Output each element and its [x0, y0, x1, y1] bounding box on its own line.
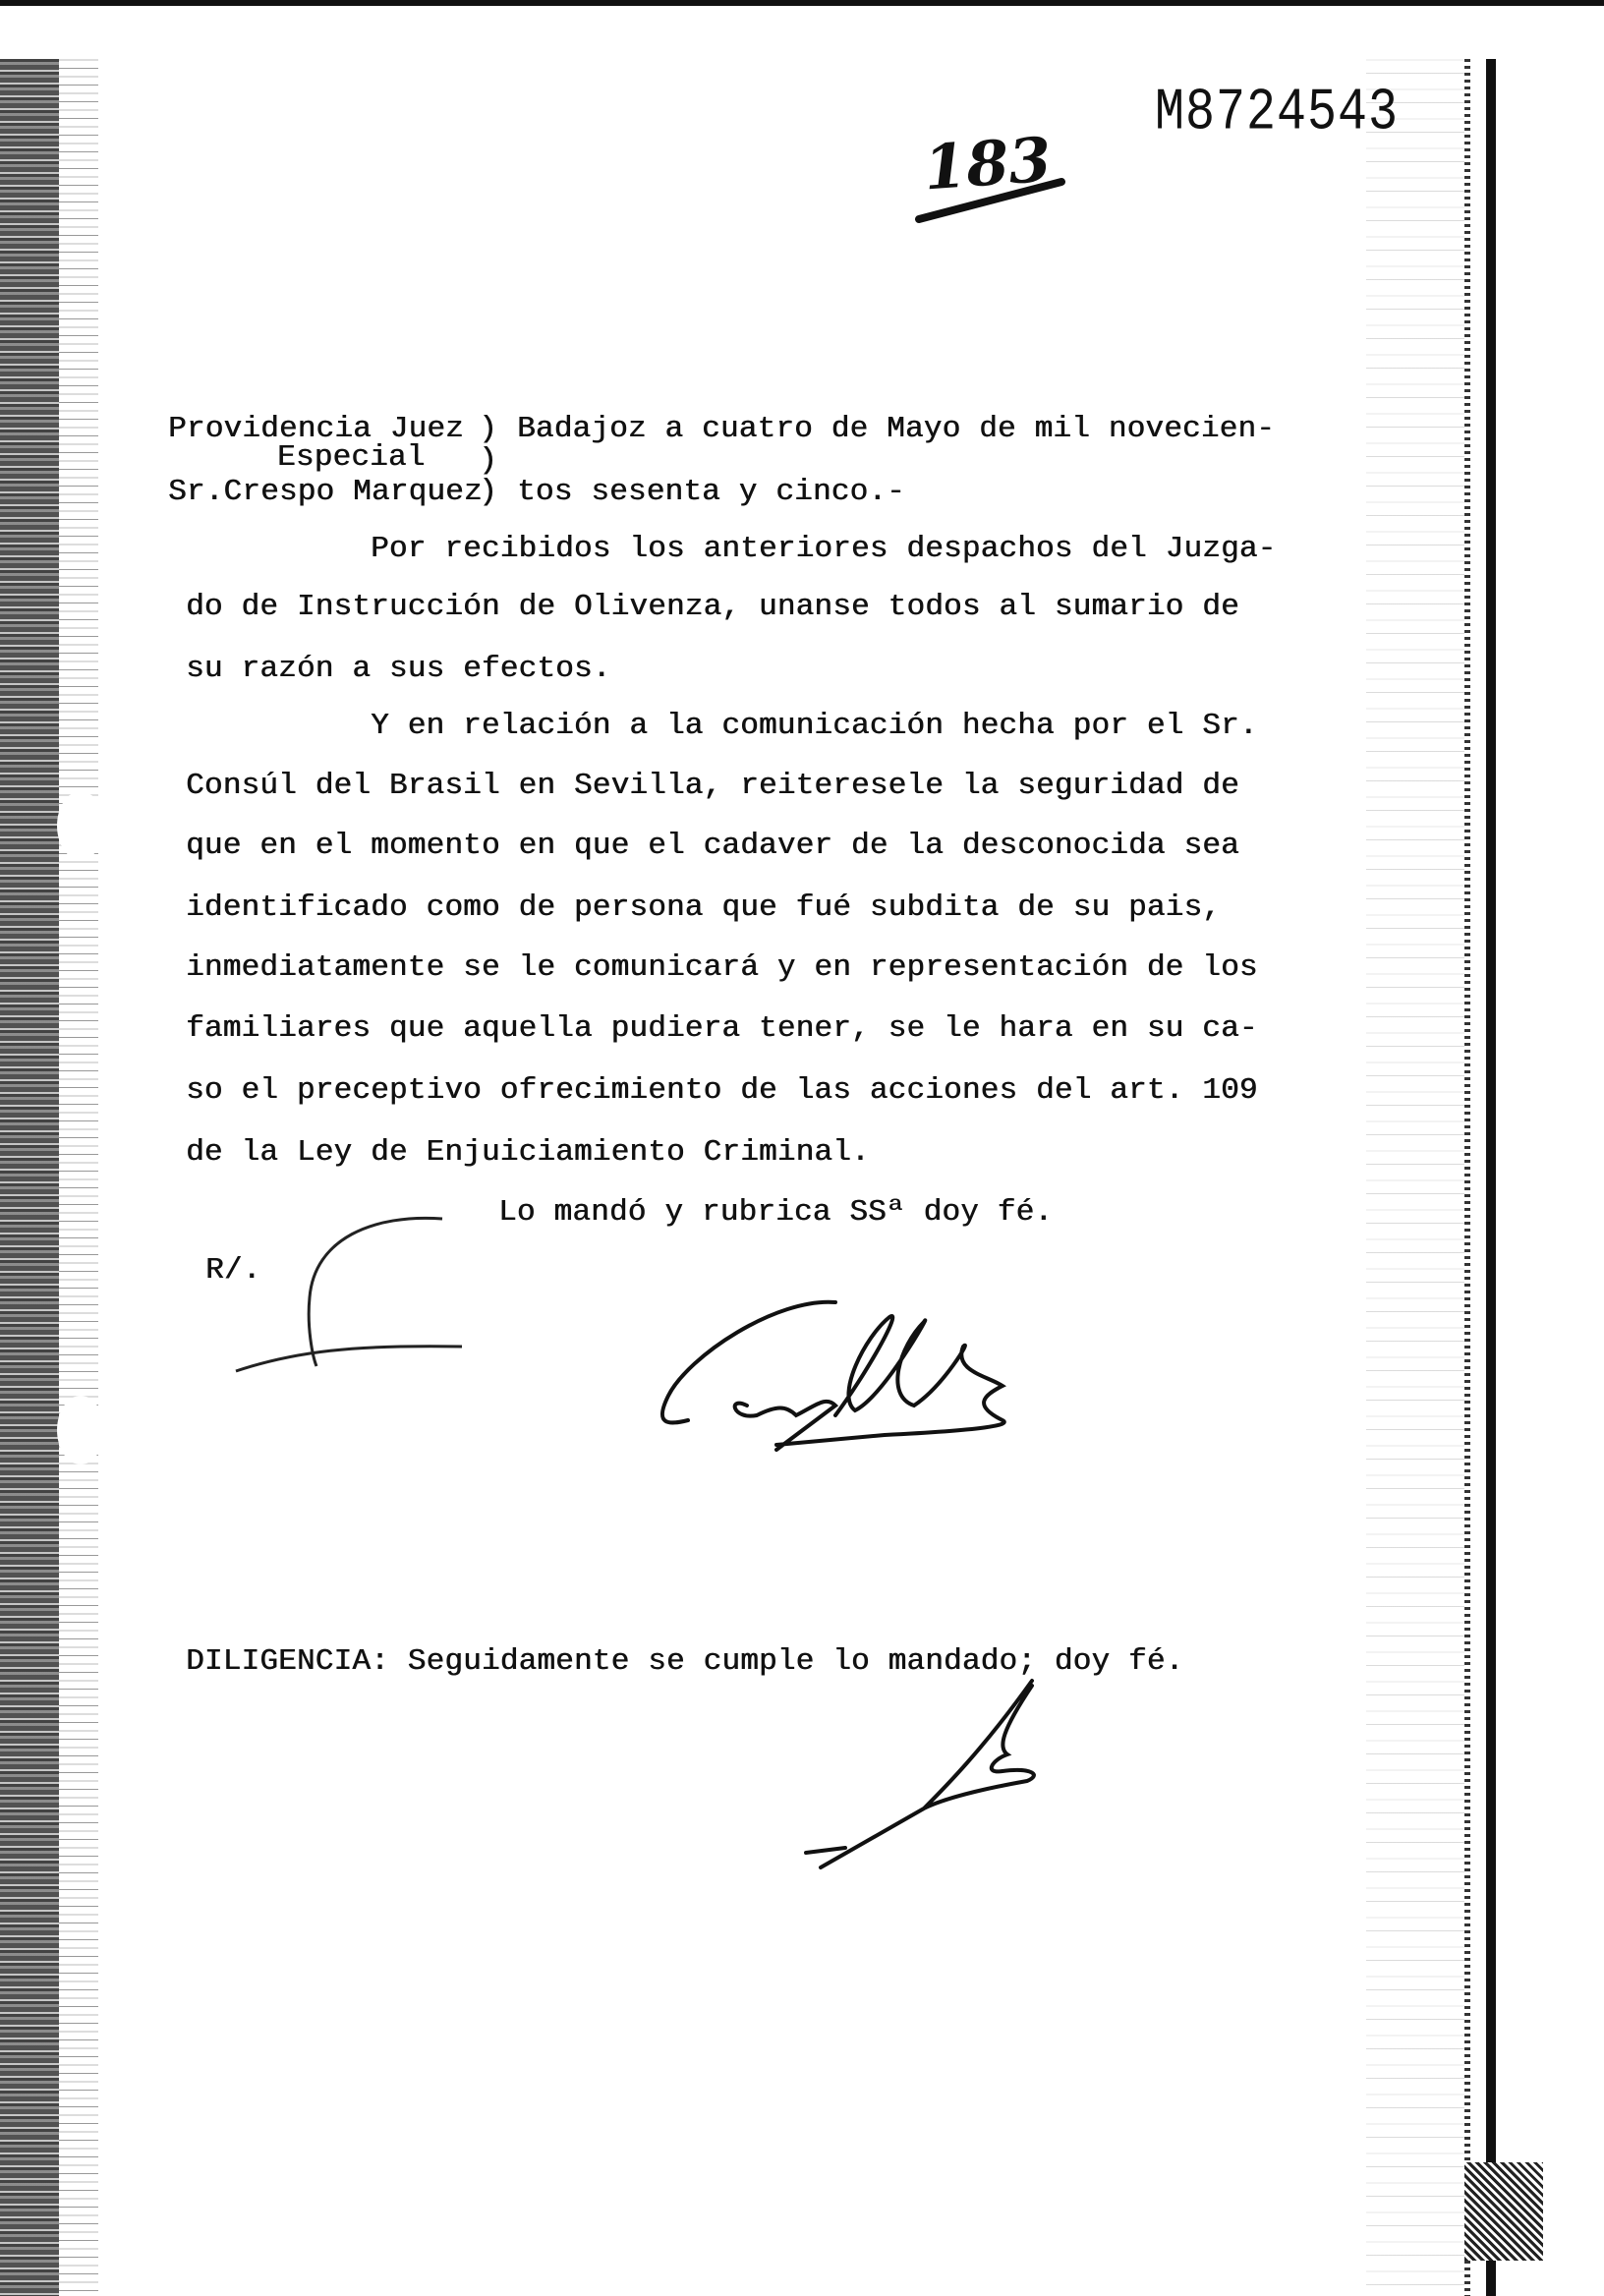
header-label-line-1: Providencia Juez	[168, 412, 464, 446]
body-line: Y en relación a la comunicación hecha por el Sr.	[371, 709, 1258, 743]
secretary-signature	[806, 1681, 1034, 1867]
body-line: Por recibidos los anteriores despachos del Juzga-	[371, 532, 1277, 566]
body-line: que en el momento en que el cadaver de la desconocida sea	[186, 829, 1239, 863]
judge-signature	[662, 1302, 1004, 1450]
rubric-mark-underline	[236, 1347, 462, 1371]
body-line: de la Ley de Enjuiciamiento Criminal.	[186, 1135, 870, 1170]
handwritten-folio-number: 183	[921, 123, 1054, 204]
header-date-line-1: Badajoz a cuatro de Mayo de mil novecien-	[517, 412, 1275, 446]
header-label-line-3: Sr.Crespo Marquez	[168, 475, 483, 509]
header-label-line-2: Especial	[277, 440, 426, 475]
body-line: familiares que aquella pudiera tener, se le hara en su ca-	[186, 1011, 1258, 1046]
body-line: Consúl del Brasil en Sevilla, reiteresele la seguridad de	[186, 769, 1239, 803]
closing-line: Lo mandó y rubrica SSª doy fé.	[498, 1195, 1054, 1230]
body-line: do de Instrucción de Olivenza, unanse todos al sumario de	[186, 590, 1239, 624]
body-line: so el preceptivo ofrecimiento de las acciones del art. 109	[186, 1073, 1258, 1108]
rubric-mark	[309, 1218, 442, 1366]
body-line: inmediatamente se le comunicará y en representación de los	[186, 950, 1258, 985]
header-bracket: )	[479, 475, 497, 509]
folio-underline	[919, 182, 1061, 219]
document-stamp-number: M8724543	[1155, 80, 1400, 147]
rubric-label: R/.	[205, 1253, 261, 1288]
header-date-line-2: tos sesenta y cinco.-	[517, 475, 905, 509]
header-bracket: )	[479, 412, 497, 446]
header-bracket: )	[479, 443, 497, 478]
body-line: identificado como de persona que fué subdita de su pais,	[186, 890, 1221, 925]
body-line: su razón a sus efectos.	[186, 652, 611, 686]
diligencia-line: DILIGENCIA: Seguidamente se cumple lo mandado; doy fé.	[186, 1644, 1184, 1679]
